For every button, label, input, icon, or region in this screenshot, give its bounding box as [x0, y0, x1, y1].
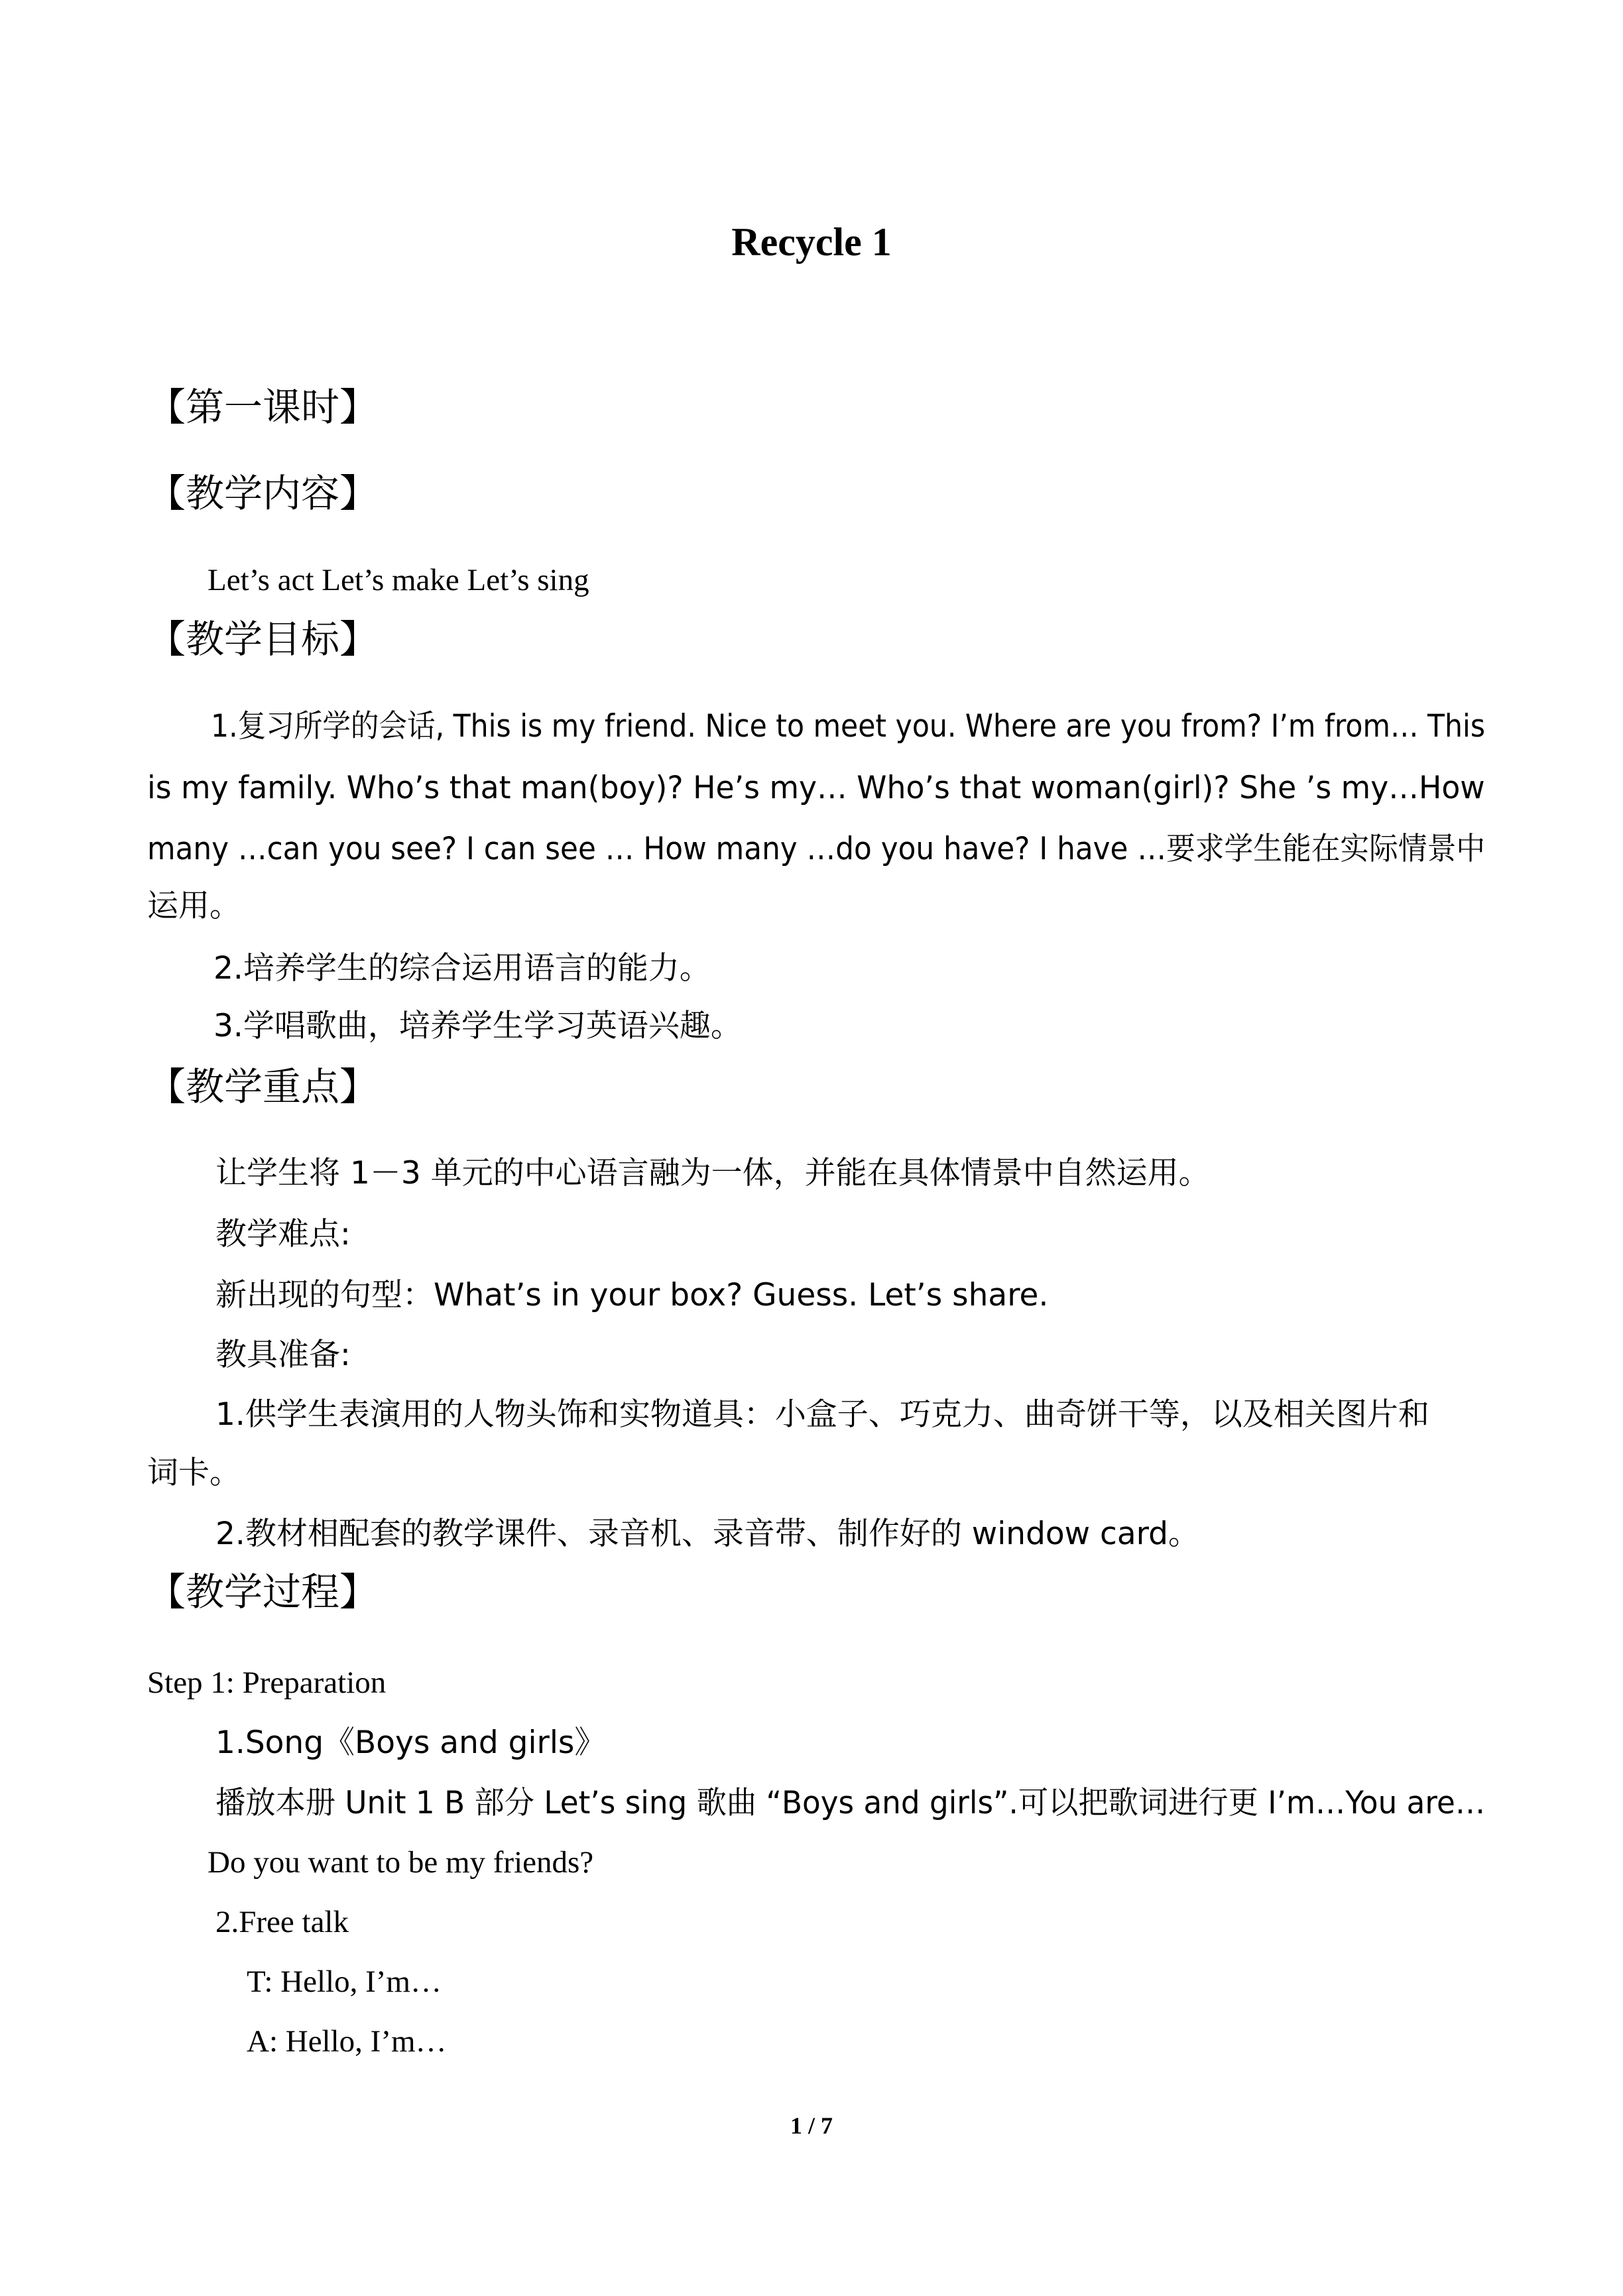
dialog-line-2: A: Hello, I’m… [247, 2024, 447, 2059]
free-talk-title: 2.Free talk [215, 1905, 349, 1939]
tools-1-line-2: 词卡。 [147, 1455, 241, 1491]
difficulty-text: 新出现的句型：What’s in your box? Guess. Let’s share. [215, 1277, 1049, 1313]
tools-1-line-1: 1.供学生表演用的人物头饰和实物道具：小盒子、巧克力、曲奇饼干等，以及相关图片和 [215, 1396, 1429, 1433]
heading-lesson: 【第一课时】 [147, 385, 379, 430]
goal-1-line-3: many …can you see? I can see … How many …do you have? I have …要求学生能在实际情景中 [147, 831, 1486, 867]
goal-1-line-2: is my family. Who’s that man(boy)? He’s my… Who’s that woman(girl)? She ’s my…How [147, 770, 1485, 806]
heading-content: 【教学内容】 [147, 471, 379, 516]
goal-1-line-1: 1.复习所学的会话, This is my friend. Nice to meet you. Where are you from? I’m from… This [211, 708, 1486, 745]
tools-2: 2.教材相配套的教学课件、录音机、录音带、制作好的 window card。 [215, 1516, 1200, 1552]
goal-3: 3.学唱歌曲，培养学生学习英语兴趣。 [213, 1008, 742, 1044]
dialog-line-1: T: Hello, I’m… [247, 1964, 442, 1999]
difficulty-label: 教学难点: [215, 1216, 351, 1252]
page-number: 1 / 7 [790, 2112, 833, 2139]
content-line: Let’s act Let’s make Let’s sing [208, 563, 589, 597]
heading-focus: 【教学重点】 [147, 1064, 379, 1109]
step-1-title: Step 1: Preparation [147, 1665, 387, 1700]
goal-2: 2.培养学生的综合运用语言的能力。 [213, 950, 711, 987]
heading-process: 【教学过程】 [147, 1569, 379, 1614]
goal-1-line-4: 运用。 [147, 888, 241, 924]
document-title: Recycle 1 [731, 220, 892, 264]
focus-text: 让学生将 1－3 单元的中心语言融为一体，并能在具体情景中自然运用。 [215, 1155, 1210, 1191]
heading-goals: 【教学目标】 [147, 617, 379, 662]
song-desc-line-2: Do you want to be my friends? [208, 1845, 594, 1880]
song-title: 1.Song《Boys and girls》 [215, 1724, 606, 1761]
tools-label: 教具准备: [215, 1337, 351, 1373]
song-desc-line-1: 播放本册 Unit 1 B 部分 Let’s sing 歌曲 “Boys and girls”.可以把歌词进行更 I’m…You are… [215, 1785, 1486, 1821]
